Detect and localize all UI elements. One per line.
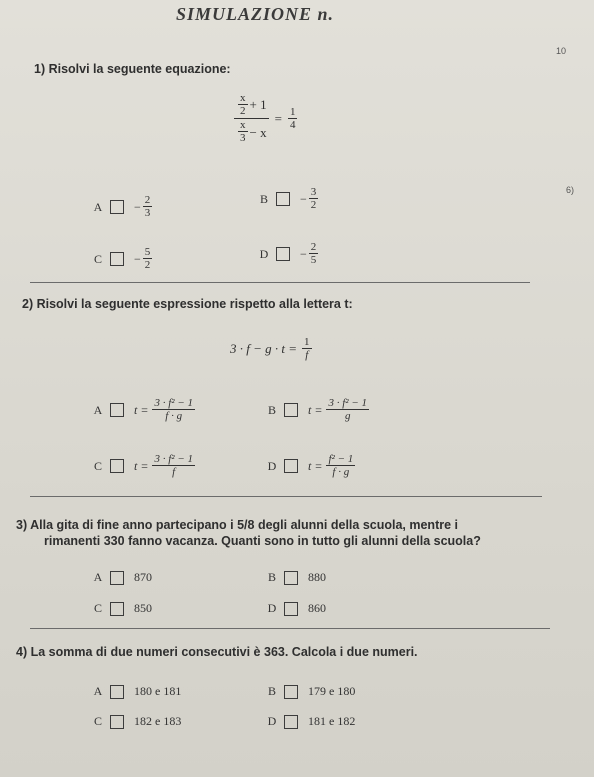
option-text: 860	[308, 601, 326, 615]
option-text: 182 e 183	[134, 714, 182, 728]
q1-option-d[interactable]	[258, 241, 320, 267]
option-letter: B	[267, 402, 276, 417]
q2-option-b[interactable]	[266, 397, 371, 423]
option-sign: −	[134, 251, 141, 266]
option-text: 850	[134, 601, 152, 615]
option-letter: C	[93, 714, 102, 728]
eq-lhs: 3 · f − g · t =	[230, 341, 298, 356]
option-lhs: t =	[134, 402, 149, 417]
option-letter: A	[93, 199, 103, 214]
checkbox[interactable]	[284, 685, 298, 699]
q3-option-c[interactable]	[92, 601, 152, 616]
question-3-prompt-line-1: 3) Alla gita di fine anno partecipano i 5/8 degli alunni della scuola, mentre i	[16, 518, 458, 532]
checkbox[interactable]	[284, 571, 298, 585]
divider	[30, 282, 530, 283]
option-numerator: 3 · f² − 1	[154, 397, 193, 409]
option-denominator: 2	[144, 259, 151, 271]
question-4-prompt: 4) La somma di due numeri consecutivi è 363. Calcola i due numeri.	[16, 645, 418, 659]
option-letter: A	[93, 684, 103, 698]
checkbox[interactable]	[276, 192, 290, 206]
eq-one: 1	[289, 105, 296, 118]
option-letter: B	[267, 570, 276, 584]
question-2-equation	[230, 336, 314, 362]
q1-option-b[interactable]	[258, 186, 320, 212]
option-numerator: 3 · f² − 1	[154, 453, 193, 465]
q4-option-a[interactable]	[92, 684, 181, 699]
option-denominator: f · g	[332, 466, 350, 478]
option-text: 880	[308, 570, 326, 584]
option-sign: −	[134, 199, 141, 214]
divider	[30, 628, 550, 629]
checkbox[interactable]	[110, 571, 124, 585]
option-numerator: 5	[144, 246, 151, 258]
option-letter: D	[267, 458, 277, 473]
option-denominator: 2	[310, 199, 317, 211]
q3-option-d[interactable]	[266, 601, 326, 616]
checkbox[interactable]	[110, 252, 124, 266]
eq-plus-one: + 1	[249, 97, 267, 112]
q4-option-c[interactable]	[92, 714, 181, 729]
q4-option-b[interactable]	[266, 684, 355, 699]
option-letter: D	[267, 601, 277, 615]
eq-denominator: f	[305, 349, 309, 361]
checkbox[interactable]	[284, 715, 298, 729]
option-numerator: 3 · f² − 1	[328, 397, 367, 409]
option-letter: D	[267, 714, 277, 728]
option-letter: C	[93, 601, 102, 615]
q2-option-a[interactable]	[92, 397, 197, 423]
option-denominator: g	[344, 410, 351, 422]
checkbox[interactable]	[284, 403, 298, 417]
eq-numerator: 1	[304, 336, 310, 348]
option-letter: C	[93, 251, 102, 266]
q2-option-c[interactable]	[92, 453, 197, 479]
q4-option-d[interactable]	[266, 714, 355, 729]
checkbox[interactable]	[276, 247, 290, 261]
checkbox[interactable]	[284, 602, 298, 616]
q2-option-d[interactable]	[266, 453, 357, 479]
option-text: 180 e 181	[134, 684, 182, 698]
checkbox[interactable]	[110, 715, 124, 729]
option-text: 179 e 180	[308, 684, 356, 698]
checkbox[interactable]	[110, 685, 124, 699]
option-denominator: 3	[144, 207, 151, 219]
question-3-prompt-line-2: rimanenti 330 fanno vacanza. Quanti sono in tutto gli alunni della scuola?	[44, 534, 481, 548]
question-1-equation	[232, 92, 299, 145]
eq-equals: =	[274, 110, 282, 126]
equation-main-fraction	[234, 92, 269, 145]
divider	[30, 496, 542, 497]
option-letter: C	[93, 458, 102, 473]
option-denominator: 5	[310, 254, 317, 266]
page-title: SIMULAZIONE n.	[176, 4, 335, 24]
option-letter: A	[93, 402, 103, 417]
option-numerator: 2	[144, 194, 151, 206]
checkbox[interactable]	[110, 459, 124, 473]
margin-mark: 6)	[566, 185, 575, 195]
option-text: 181 e 182	[308, 714, 356, 728]
option-denominator: f · g	[165, 410, 183, 422]
eq-minus-x: − x	[249, 124, 267, 140]
option-letter: B	[259, 191, 268, 206]
q3-option-b[interactable]	[266, 570, 326, 585]
eq-two: 2	[240, 105, 246, 117]
checkbox[interactable]	[284, 459, 298, 473]
q1-option-c[interactable]	[92, 246, 154, 272]
question-1-prompt: 1) Risolvi la seguente equazione:	[34, 62, 231, 76]
option-lhs: t =	[308, 402, 323, 417]
question-2-prompt: 2) Risolvi la seguente espressione rispetto alla lettera t:	[22, 297, 353, 311]
eq-three: 3	[240, 132, 246, 144]
eq-x: x	[240, 119, 246, 131]
checkbox[interactable]	[110, 200, 124, 214]
checkbox[interactable]	[110, 403, 124, 417]
eq-four: 4	[289, 118, 296, 131]
option-numerator: 2	[310, 241, 317, 253]
checkbox[interactable]	[110, 602, 124, 616]
option-letter: A	[93, 570, 103, 584]
option-numerator: 3	[310, 186, 317, 198]
option-text: 870	[134, 570, 152, 584]
option-sign: −	[300, 246, 307, 261]
q1-option-a[interactable]	[92, 194, 154, 220]
option-lhs: t =	[134, 458, 149, 473]
option-sign: −	[300, 191, 307, 206]
eq-x: x	[240, 92, 246, 104]
q3-option-a[interactable]	[92, 570, 152, 585]
option-numerator: f² − 1	[328, 453, 354, 465]
option-letter: D	[259, 246, 269, 261]
margin-mark: 10	[556, 46, 567, 56]
option-denominator: f	[172, 466, 176, 478]
option-letter: B	[267, 684, 276, 698]
option-lhs: t =	[308, 458, 323, 473]
